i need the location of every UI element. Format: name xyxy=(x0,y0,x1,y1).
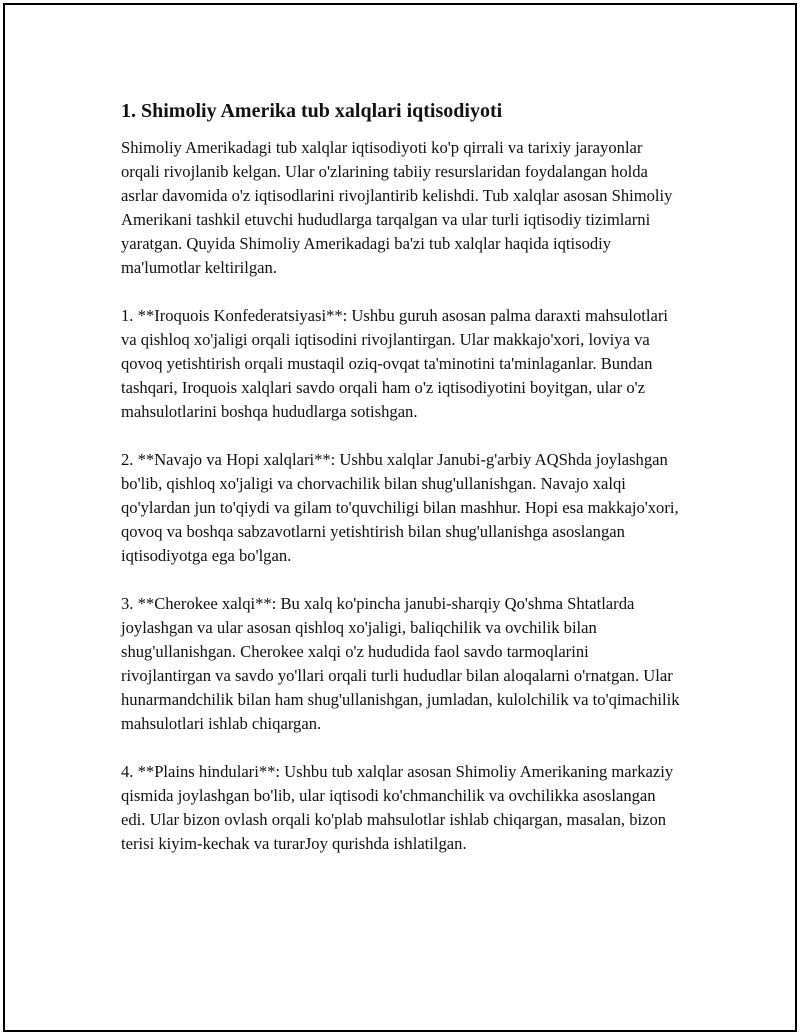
paragraph-plains: 4. **Plains hindulari**: Ushbu tub xalqlar asosan Shimoliy Amerikaning markaziy qismida joylashgan bo'lib, ular iqtisodi ko'chmanchilik va ovchilikka asoslangan edi. Ular bizon ovlash orqali ko'plab mahsulotlar ishlab chiqargan, masalan, bizon terisi kiyim-kechak va turarJoy qurishda ishlatilgan. xyxy=(121,762,674,853)
document-title: 1. Shimoliy Amerika tub xalqlari iqtisodiyoti xyxy=(121,100,503,122)
document-page xyxy=(3,3,797,1032)
document-body xyxy=(121,98,681,880)
paragraph-cherokee: 3. **Cherokee xalqi**: Bu xalq ko'pincha janubi-sharqiy Qo'shma Shtatlarda joylashgan va ular asosan qishloq xo'jaligi, baliqchilik va ovchilik bilan shug'ullanishgan. Cherokee xalqi o'z hududida faol savdo tarmoqlarini rivojlantirgan va savdo yo'llari orqali turli hududlar bilan aloqalarni o'rnatgan. Ular hunarmandchilik bilan ham shug'ullanishgan, jumladan, kulolchilik va to'qimachilik mahsulotlari ishlab chiqargan. xyxy=(121,594,680,733)
paragraph-navajo-hopi: 2. **Navajo va Hopi xalqlari**: Ushbu xalqlar Janubi-g'arbiy AQShda joylashgan bo'lib, qishloq xo'jaligi va chorvachilik bilan shug'ullanishgan. Navajo xalqi qo'ylardan jun to'qiydi va gilam to'quvchiligi bilan mashhur. Hopi esa makkajo'xori, qovoq va boshqa sabzavotlarni yetishtirish bilan shug'ullanishga asoslangan iqtisodiyotga ega bo'lgan. xyxy=(121,450,679,565)
intro-paragraph: Shimoliy Amerikadagi tub xalqlar iqtisodiyoti ko'p qirrali va tarixiy jarayonlar orqali rivojlanib kelgan. Ular o'zlarining tabiiy resurslaridan foydalangan holda asrlar davomida o'z iqtisodlarini rivojlantirib kelishdi. Tub xalqlar asosan Shimoliy Amerikani tashkil etuvchi hududlarga tarqalgan va ular turli iqtisodiy tizimlarni yaratgan. Quyida Shimoliy Amerikadagi ba'zi tub xalqlar haqida iqtisodiy ma'lumotlar keltirilgan. xyxy=(121,138,673,277)
paragraph-iroquois: 1. **Iroquois Konfederatsiyasi**: Ushbu guruh asosan palma daraxti mahsulotlari va qishloq xo'jaligi orqali iqtisodini rivojlantirgan. Ular makkajo'xori, loviya va qovoq yetishtirish orqali mustaqil oziq-ovqat ta'minotini ta'minlaganlar. Bundan tashqari, Iroquois xalqlari savdo orqali ham o'z iqtisodiyotini boyitgan, ular o'z mahsulotlarini boshqa hududlarga sotishgan. xyxy=(121,306,669,421)
